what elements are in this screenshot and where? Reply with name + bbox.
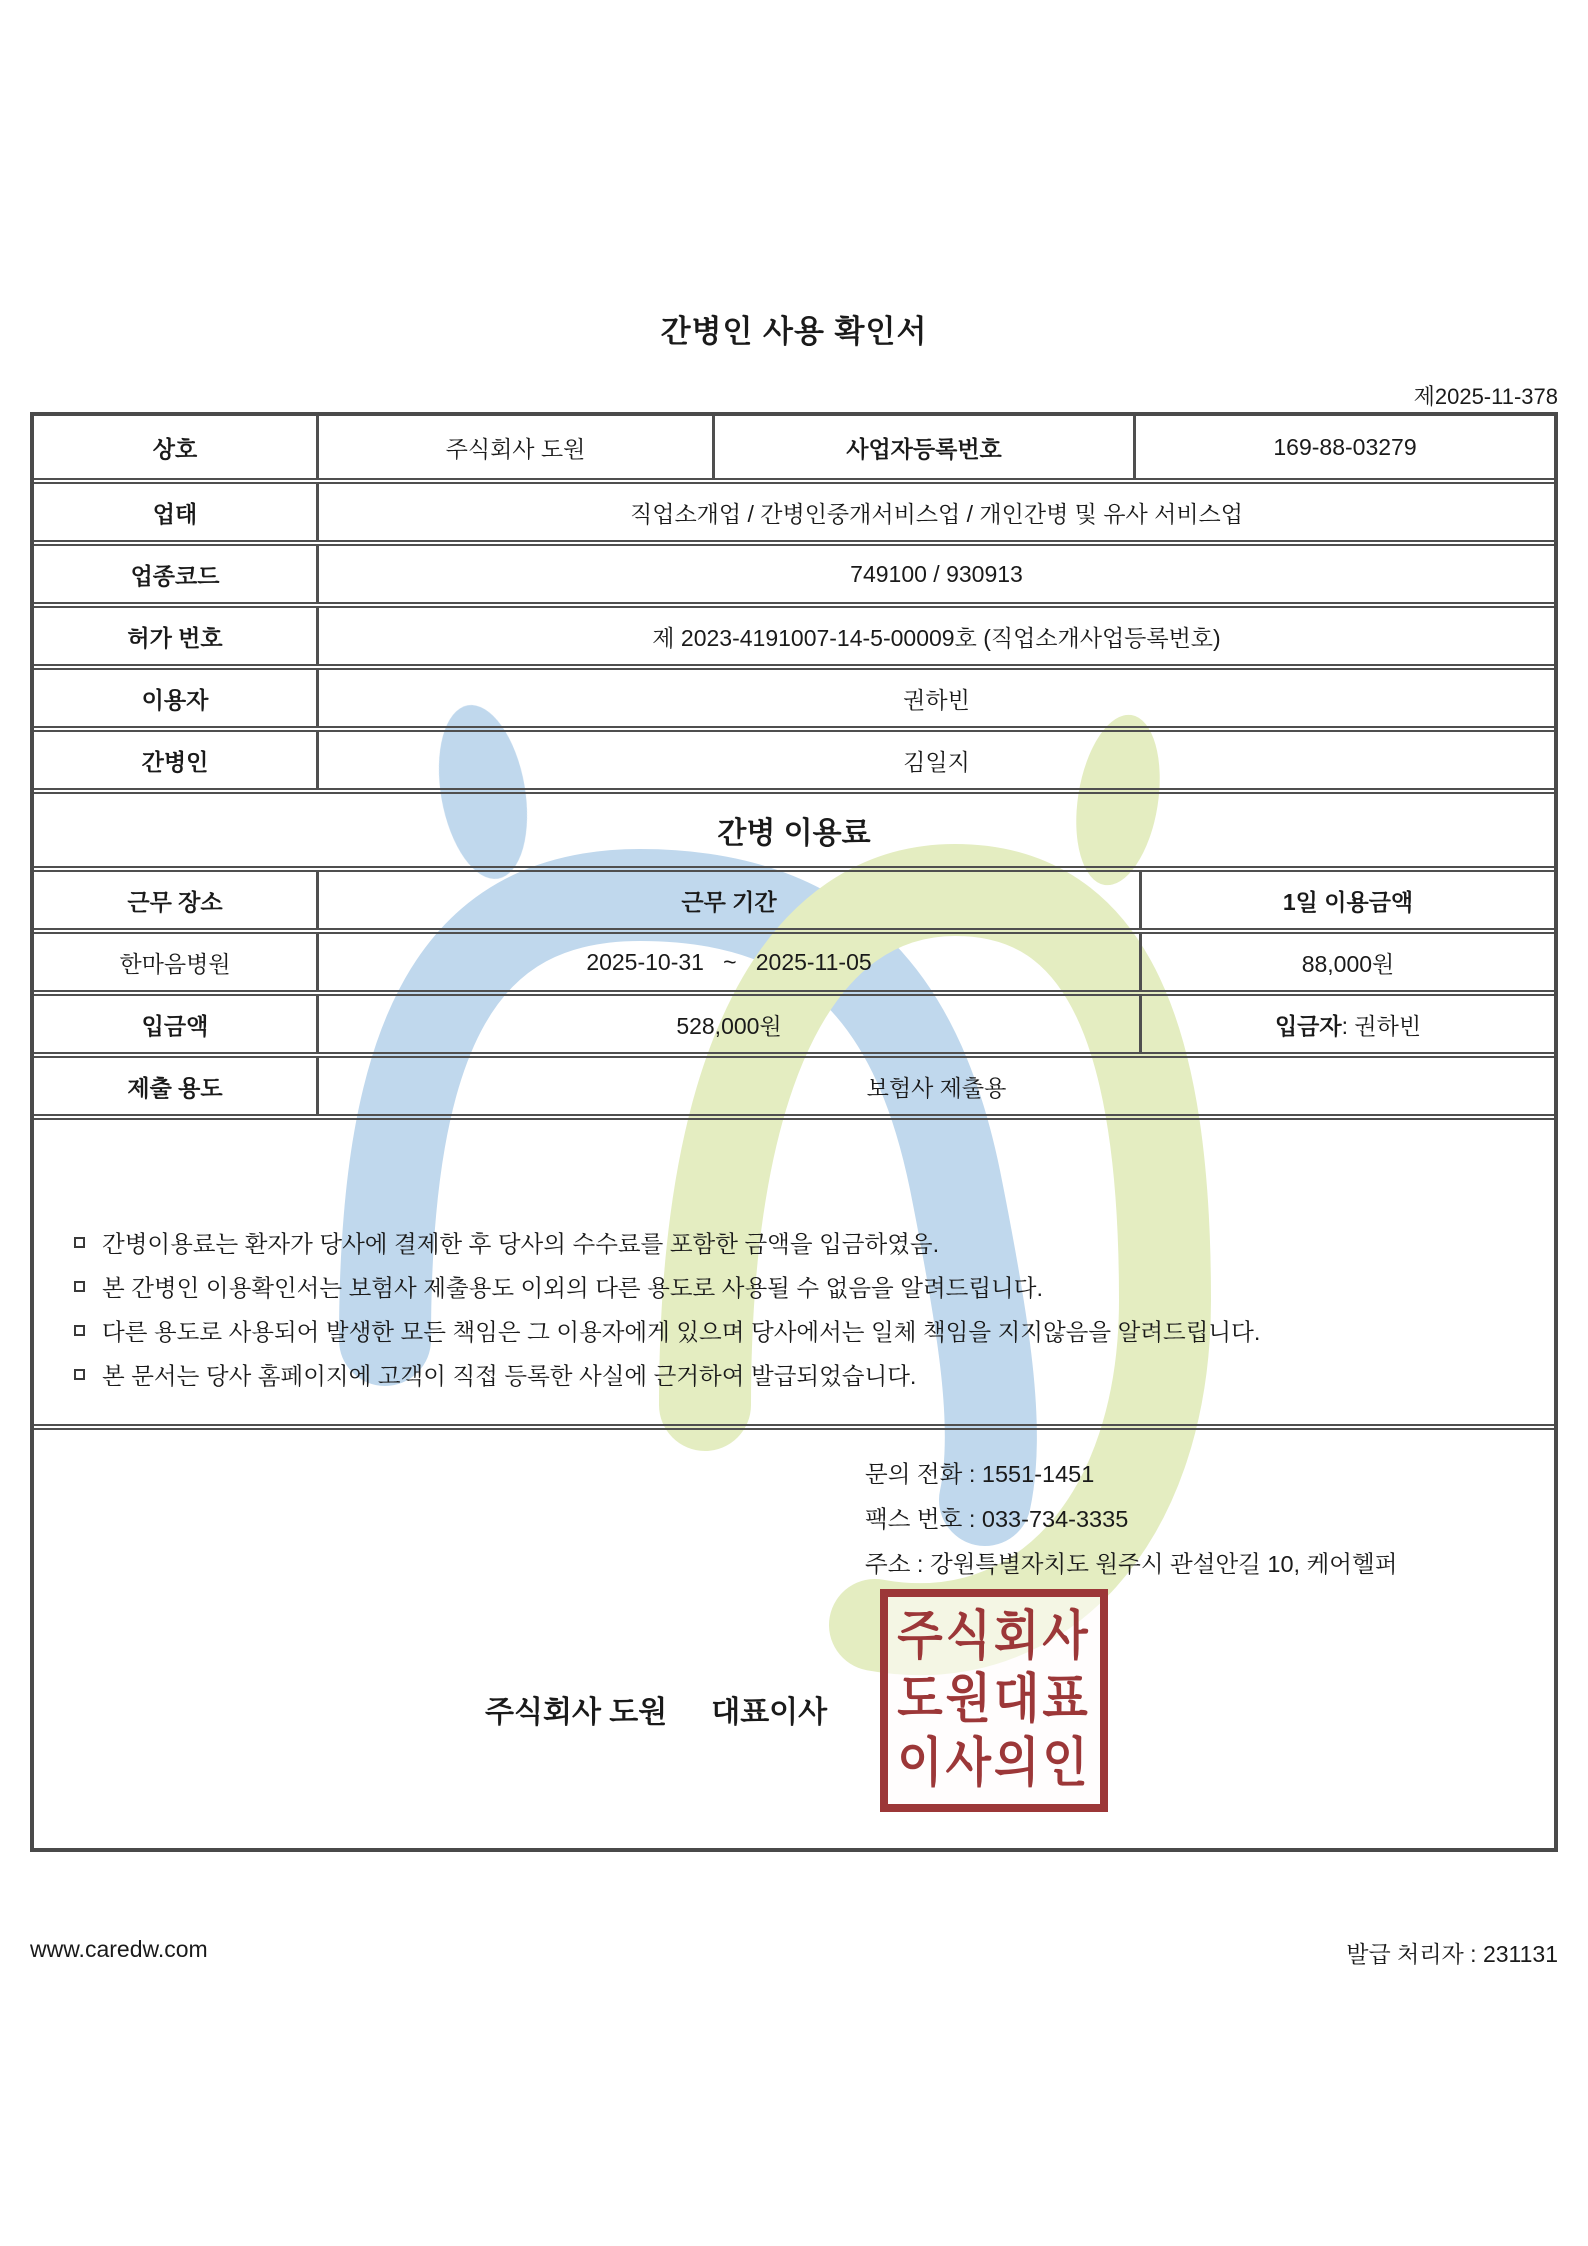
industry-code-value: 749100 / 930913 <box>316 546 1554 602</box>
table-row-notes <box>34 1114 1554 1424</box>
table-row-user <box>34 664 1554 726</box>
note-text: 다른 용도로 사용되어 발생한 모든 책임은 그 이용자에게 있으며 당사에서는 일체 책임을 지지않음을 알려드립니다. <box>102 1319 1261 1345</box>
industry-code-label: 업종코드 <box>130 562 220 589</box>
table-row-business-type <box>34 478 1554 540</box>
contact-info <box>865 1452 1397 1587</box>
depositor-cell <box>1139 996 1554 1052</box>
company-name-label: 상호 <box>152 435 198 462</box>
user-label: 이용자 <box>141 686 209 713</box>
square-bullet-icon <box>74 1237 85 1248</box>
caregiver-label: 간병인 <box>141 748 209 775</box>
permit-number-label: 허가 번호 <box>127 624 223 651</box>
signature-line <box>485 1687 827 1731</box>
document-number: 제2025-11-378 <box>1413 384 1558 409</box>
square-bullet-icon <box>74 1369 85 1380</box>
note-item <box>68 1220 1534 1264</box>
daily-fee-value: 88,000원 <box>1139 934 1554 990</box>
certificate-table <box>30 412 1558 1852</box>
website-url: www.caredw.com <box>30 1936 208 1962</box>
note-text: 간병이용료는 환자가 당사에 결제한 후 당사의 수수료를 포함한 금액을 입금하였음. <box>102 1231 940 1257</box>
caregiver-value: 김일지 <box>316 732 1554 788</box>
issuer-id: 발급 처리자 : 231131 <box>1346 1941 1558 1967</box>
seal-text-row: 도원대표 <box>897 1670 1091 1730</box>
user-value: 권하빈 <box>316 670 1554 726</box>
deposit-amount-value: 528,000원 <box>316 996 1139 1052</box>
deposit-amount-label: 입금액 <box>141 1012 209 1039</box>
notes-list <box>34 1120 1554 1424</box>
work-period-value: 2025-10-31 ~ 2025-11-05 <box>316 934 1139 990</box>
contact-phone: 문의 전화 : 1551-1451 <box>865 1461 1095 1487</box>
table-row-fee-section-header <box>34 788 1554 866</box>
work-place-value: 한마음병원 <box>119 950 231 977</box>
company-name-value: 주식회사 도원 <box>316 416 712 478</box>
corporate-seal <box>880 1589 1108 1812</box>
business-type-value: 직업소개업 / 간병인중개서비스업 / 개인간병 및 유사 서비스업 <box>316 484 1554 540</box>
square-bullet-icon <box>74 1281 85 1292</box>
contact-address: 주소 : 강원특별자치도 원주시 관설안길 10, 케어헬퍼 <box>865 1551 1398 1577</box>
table-row-fee-headers <box>34 866 1554 928</box>
business-regno-label: 사업자등록번호 <box>712 416 1133 478</box>
submission-purpose-label: 제출 용도 <box>127 1074 223 1101</box>
table-row-industry-code <box>34 540 1554 602</box>
signature-company: 주식회사 도원 <box>485 1696 668 1729</box>
work-place-header: 근무 장소 <box>127 888 223 915</box>
submission-purpose-value: 보험사 제출용 <box>316 1058 1554 1114</box>
note-item <box>68 1352 1534 1396</box>
note-item <box>68 1308 1534 1352</box>
note-text: 본 문서는 당사 홈페이지에 고객이 직접 등록한 사실에 근거하여 발급되었습니다. <box>102 1363 917 1389</box>
note-item <box>68 1264 1534 1308</box>
signature-title: 대표이사 <box>711 1696 828 1729</box>
depositor-name: : 권하빈 <box>1341 1012 1422 1039</box>
square-bullet-icon <box>74 1325 85 1336</box>
seal-text-row: 이사의인 <box>897 1734 1091 1793</box>
table-row-signature <box>34 1424 1554 1848</box>
work-period-header: 근무 기간 <box>316 872 1139 928</box>
fee-section-title: 간병 이용료 <box>717 817 871 850</box>
page-title: 간병인 사용 확인서 <box>660 314 928 349</box>
table-row-permit-number <box>34 602 1554 664</box>
business-regno-value: 169-88-03279 <box>1133 416 1554 478</box>
table-row-fee-values <box>34 928 1554 990</box>
table-row-deposit <box>34 990 1554 1052</box>
seal-text-row: 주식회사 <box>897 1607 1091 1666</box>
table-row-caregiver <box>34 726 1554 788</box>
table-row-purpose <box>34 1052 1554 1114</box>
business-type-label: 업태 <box>152 500 198 527</box>
contact-fax: 팩스 번호 : 033-734-3335 <box>865 1506 1129 1532</box>
note-text: 본 간병인 이용확인서는 보험사 제출용도 이외의 다른 용도로 사용될 수 없음을 알려드립니다. <box>102 1275 1043 1301</box>
daily-fee-header: 1일 이용금액 <box>1139 872 1554 928</box>
permit-number-value: 제 2023-4191007-14-5-00009호 (직업소개사업등록번호) <box>316 608 1554 664</box>
table-row-company <box>34 416 1554 478</box>
depositor-label: 입금자 <box>1274 1012 1342 1039</box>
